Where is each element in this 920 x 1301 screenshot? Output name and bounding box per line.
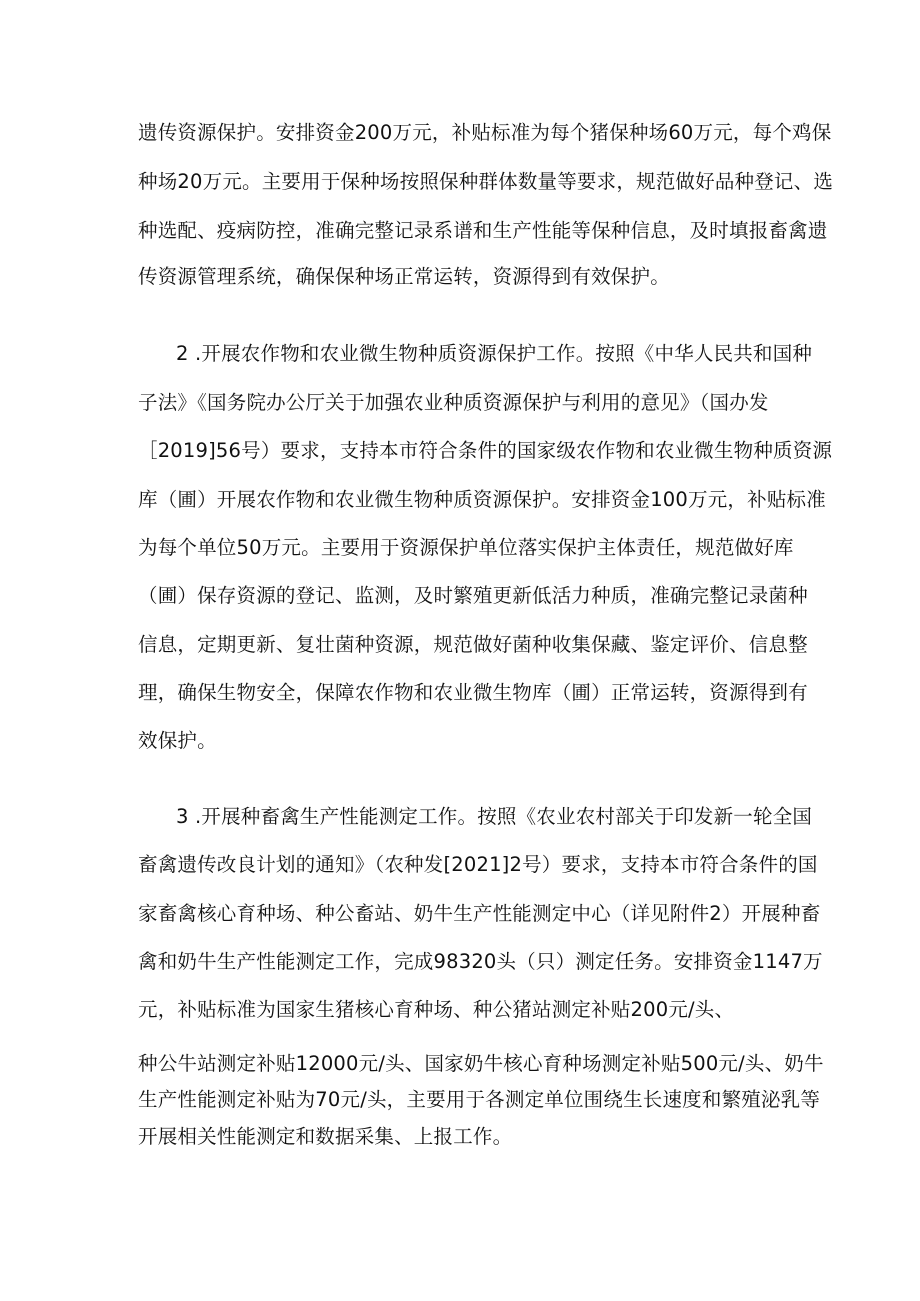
text-line: 种选配、疫病防控，准确完整记录系谱和生产性能等保种信息，及时填报畜禽遗 — [138, 219, 828, 242]
text-line: 2 .开展农作物和农业微生物种质资源保护工作。按照《中华人民共和国种 — [176, 342, 813, 365]
text-line: 子法》《国务院办公厅关于加强农业种质资源保护与利用的意见》（国办发 — [138, 391, 769, 414]
text-line: 理，确保生物安全，保障农作物和农业微生物库（圃）正常运转，资源得到有 — [138, 681, 808, 704]
text-line: 信息，定期更新、复壮菌种资源，规范做好菌种收集保藏、鉴定评价、信息整 — [138, 633, 808, 656]
text-line: 种公牛站测定补贴12000元/头、国家奶牛核心育种场测定补贴500元/头、奶牛 — [138, 1052, 824, 1075]
text-line: 开展相关性能测定和数据采集、上报工作。 — [138, 1125, 513, 1148]
text-line: 种场20万元。主要用于保种场按照保种群体数量等要求，规范做好品种登记、选 — [138, 170, 834, 193]
text-line: 为每个单位50万元。主要用于资源保护单位落实保护主体责任，规范做好库 — [138, 536, 794, 559]
text-line: 生产性能测定补贴为70元/头，主要用于各测定单位围绕生长速度和繁殖泌乳等 — [138, 1088, 821, 1111]
text-line: 家畜禽核心育种场、种公畜站、奶牛生产性能测定中心（详见附件2）开展种畜 — [138, 902, 821, 925]
text-line: 库（圃）开展农作物和农业微生物种质资源保护。安排资金100万元，补贴标准 — [138, 488, 826, 511]
text-line: 禽和奶牛生产性能测定工作，完成98320头（只）测定任务。安排资金1147万 — [138, 950, 823, 973]
text-line: 元，补贴标准为国家生猪核心育种场、种公猪站测定补贴200元/头、 — [138, 998, 735, 1021]
text-line: 传资源管理系统，确保保种场正常运转，资源得到有效保护。 — [138, 265, 670, 288]
text-line: 3 .开展种畜禽生产性能测定工作。按照《农业农村部关于印发新一轮全国 — [176, 805, 813, 828]
text-line: 遗传资源保护。安排资金200万元，补贴标准为每个猪保种场60万元，每个鸡保 — [138, 121, 832, 144]
text-line: （圃）保存资源的登记、监测，及时繁殖更新低活力种质，准确完整记录菌种 — [138, 584, 808, 607]
text-line: 畜禽遗传改良计划的通知》（农种发[2021]2号）要求，支持本市符合条件的国 — [138, 853, 818, 876]
text-line: ［2019]56号）要求，支持本市符合条件的国家级农作物和农业微生物种质资源 — [138, 439, 833, 462]
text-line: 效保护。 — [138, 729, 217, 752]
